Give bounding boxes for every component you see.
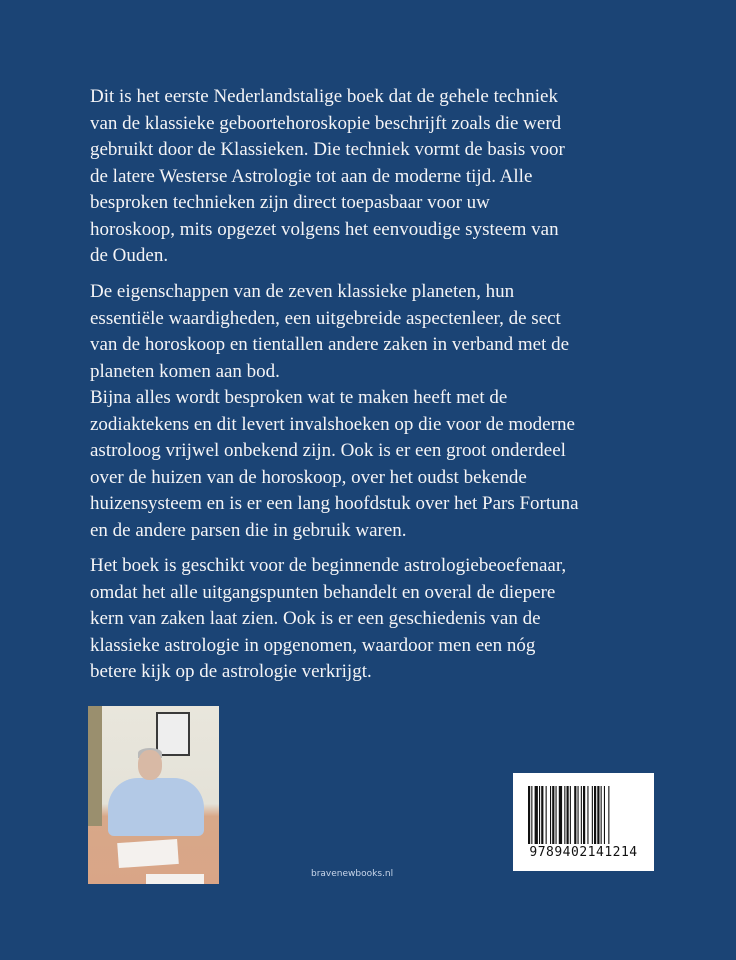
text-line: Bijna alles wordt besproken wat te maken heeft met de [90, 387, 508, 408]
barcode-bar [539, 786, 540, 844]
text-line: gebruikt door de Klassieken. Die techniek vormt de basis voor [90, 139, 565, 160]
barcode-bar [546, 786, 547, 844]
barcode-bar [556, 786, 557, 844]
text-line: essentiële waardigheden, een uitgebreide aspectenleer, de sect [90, 307, 561, 329]
barcode-bar [531, 786, 532, 844]
barcode-bar [587, 786, 588, 844]
barcode-bar [528, 786, 530, 844]
text-line: besproken technieken zijn direct toepasbaar voor uw [90, 192, 490, 213]
barcode-bars [528, 786, 640, 844]
barcode-bar [564, 786, 565, 844]
barcode-bar [597, 786, 599, 844]
text-line: van de klassieke geboortehoroskopie beschrijft zoals die werd [90, 112, 562, 134]
author-photo [88, 706, 219, 884]
barcode-bar [535, 786, 538, 844]
text-line: Dit is het eerste Nederlandstalige boek dat de gehele techniek [90, 86, 558, 107]
text-line: over de huizen van de horoskoop, over het oudst bekende [90, 466, 527, 488]
barcode-bar [608, 786, 609, 844]
barcode-bar [604, 786, 605, 844]
barcode-bar [541, 786, 543, 844]
barcode-bar [583, 786, 585, 844]
text-line: huizensysteem en is er een lang hoofdstuk over het Pars Fortuna [90, 493, 579, 514]
barcode-bar [601, 786, 602, 844]
text-line: Het boek is geschikt voor de beginnende astrologiebeoefenaar, [90, 555, 567, 576]
barcode-bar [581, 786, 582, 844]
text-line: astroloog vrijwel onbekend zijn. Ook is er een groot onderdeel [90, 440, 566, 461]
text-line: de latere Westerse Astrologie tot aan de moderne tijd. Alle [90, 165, 533, 187]
barcode-bar [570, 786, 571, 844]
text-line: van de horoskoop en tientallen andere zaken in verband met de [90, 334, 570, 355]
text-line: zodiaktekens en dit levert invalshoeken op die voor de moderne [90, 413, 575, 435]
barcode [513, 773, 654, 871]
barcode-bar [578, 786, 579, 844]
paragraph-1 [90, 84, 565, 270]
barcode-bar [574, 786, 576, 844]
isbn-number: 9789402141214 [529, 845, 638, 860]
text-line: en de andere parsen die in gebruik waren. [90, 519, 407, 541]
paragraph-3 [90, 385, 579, 544]
text-line: De eigenschappen van de zeven klassieke planeten, hun [90, 281, 515, 302]
text-line: omdat het alle uitgangspunten behandelt en overal de diepere [90, 581, 556, 603]
barcode-bar [552, 786, 554, 844]
barcode-bar [559, 786, 562, 844]
publisher-url: bravenewbooks.nl [311, 869, 394, 879]
text-line: horoskoop, mits opgezet volgens het eenvoudige systeem van [90, 218, 559, 240]
barcode-bar [567, 786, 569, 844]
barcode-bar [550, 786, 551, 844]
text-line: de Ouden. [90, 245, 169, 266]
text-line: kern van zaken laat zien. Ook is er een geschiedenis van de [90, 608, 541, 629]
text-line: klassieke astrologie in opgenomen, waardoor men een nóg [90, 634, 536, 656]
barcode-bar [592, 786, 593, 844]
text-line: planeten komen aan bod. [90, 360, 280, 382]
barcode-bar [594, 786, 596, 844]
text-line: betere kijk op de astrologie verkrijgt. [90, 661, 372, 682]
paragraph-2 [90, 279, 569, 385]
paragraph-4 [90, 553, 566, 686]
